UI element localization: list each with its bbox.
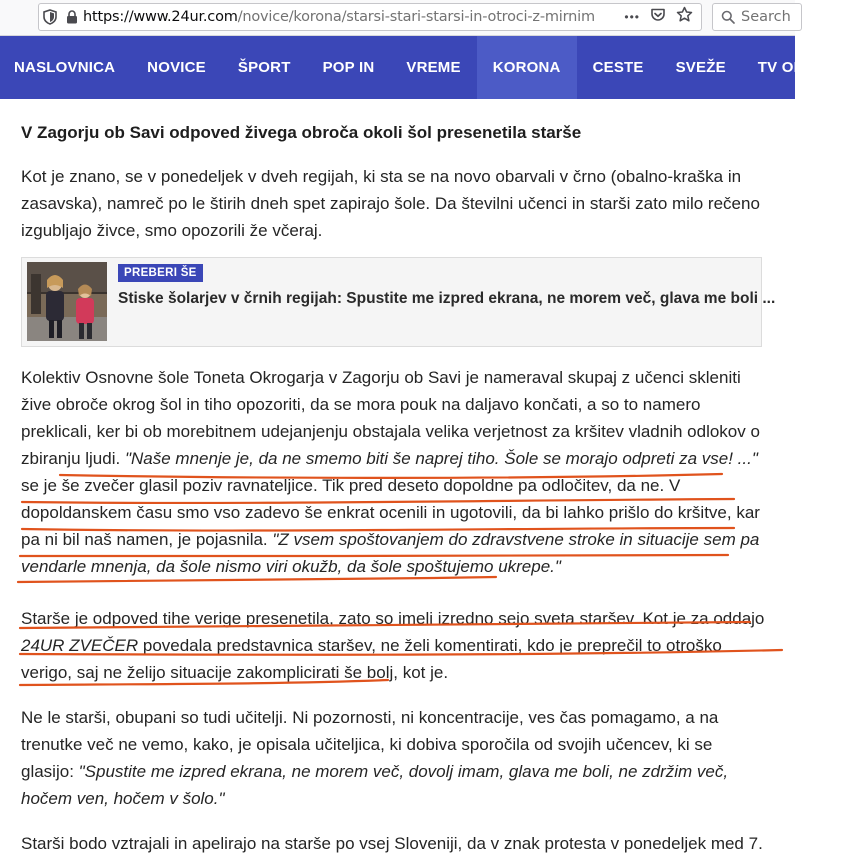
paragraph-3 — [21, 605, 766, 686]
page-actions-icon[interactable]: ••• — [624, 10, 640, 24]
site-nav — [0, 36, 846, 99]
paragraph-2 — [21, 364, 766, 580]
lock-icon[interactable] — [61, 3, 83, 31]
nav-item-tv-oddaje[interactable]: TV ODDAJE — [757, 59, 846, 76]
address-bar[interactable] — [38, 3, 702, 31]
nav-item-vreme[interactable]: VREME — [406, 59, 461, 76]
paragraph-5: Starši bodo vztrajali in apelirajo na starše po vsej Sloveniji, da v znak protesta v ponedeljek med 7. — [21, 834, 763, 853]
search-placeholder: Search — [741, 9, 791, 25]
nav-item-sport[interactable]: ŠPORT — [237, 59, 291, 76]
read-also-badge: PREBERI ŠE — [118, 264, 203, 282]
student-quote: "Spustite me izpred ekrana, ne morem več, dovolj imam, glava me boli, ne zdržim več, hočem ven, hočem v šolo." — [21, 762, 729, 808]
paragraph-1: Kot je znano, se v ponedeljek v dveh regijah, ki sta se na novo obarvali v črno (obalno-kraška in zasavska), namreč po le štirih dneh spet zapirajo šole. Da številni učenci in starši zato milo rečeno izgubljajo živce, smo opozorili že včeraj. — [21, 167, 760, 240]
url-text[interactable] — [83, 9, 618, 25]
paragraph-3-start: Starše je odpoved tihe verige presenetila, zato so imeli izredno sejo sveta staršev. Kot je za oddajo — [21, 609, 765, 628]
section-heading: V Zagorju ob Savi odpoved živega obroča okoli šol presenetila starše — [21, 123, 582, 142]
nav-item-sveze[interactable]: SVEŽE — [675, 59, 726, 76]
url-host: https://www.24ur.com — [83, 9, 238, 25]
nav-item-naslovnica[interactable]: NASLOVNICA — [14, 59, 116, 76]
nav-item-pop-in[interactable]: POP IN — [322, 59, 375, 76]
bookmark-star-icon[interactable] — [676, 6, 693, 28]
pocket-icon[interactable] — [650, 7, 666, 28]
related-article-thumbnail — [27, 262, 107, 341]
shield-icon[interactable] — [39, 3, 61, 31]
principal-quote-2: "Z vsem spoštovanjem do zdravstvene stroke in situacije sem pa vendarle mnenja, da šole nismo viri okužb, da šole spoštujemo ukrepe." — [21, 530, 760, 576]
paragraph-2-intro: Kolektiv Osnovne šole Toneta Okrogarja v Zagorju ob Savi je nameraval skupaj z učenci skleniti žive obroče okrog šol in tiho opozoriti, da se mora pouk na daljavo končati, a so to namero preklicali, ker bi ob morebitnem udejanjenju obstajala velika verjetnost za kršitev vladnih odlokov o zbiranju ljudi. — [21, 368, 760, 468]
nav-item-ceste[interactable]: CESTE — [592, 59, 644, 76]
related-article-title[interactable]: Stiske šolarjev v črnih regijah: Spustite me izpred ekrana, ne morem več, glava me boli ... — [118, 290, 776, 307]
browser-search-field[interactable] — [712, 3, 802, 31]
paragraph-4 — [21, 704, 766, 812]
paragraph-4-text: Ne le starši, obupani so tudi učitelji. Ni pozornosti, ni koncentracije, ves čas pomagamo, a na trenutke več ne vemo, kako, je opisala učiteljica, ki dobiva sporočila od svojih učencev, ki se glasijo: — [21, 708, 719, 781]
principal-quote-1: "Naše mnenje je, da ne smemo biti še naprej tiho. Šole se morajo odpreti za vse! ..." — [124, 449, 758, 468]
paragraph-2-middle: se je še zvečer glasil poziv ravnateljice. Tik pred deseto dopoldne pa odločitev, da ne. V dopoldanskem času smo vso zadevo še enkrat ocenili in ugotovili, da bi lahko prišlo do kršitve, kar pa ni bil naš namen, je pojasnila. — [21, 476, 760, 549]
search-icon — [721, 10, 735, 24]
show-name: 24UR ZVEČER — [21, 636, 139, 655]
article-body — [21, 99, 776, 857]
nav-item-korona[interactable]: KORONA — [477, 36, 577, 99]
url-path: /novice/korona/starsi-stari-starsi-in-otroci-z-mirnim — [237, 9, 595, 25]
paragraph-3-end: povedala predstavnica staršev, ne želi komentirati, kdo je preprečil to otroško verigo, saj ne želijo situacije zakomplicirati še bolj, kot je. — [21, 636, 722, 682]
browser-toolbar — [0, 0, 795, 36]
nav-item-novice[interactable]: NOVICE — [147, 59, 206, 76]
related-article-card[interactable] — [21, 257, 776, 347]
